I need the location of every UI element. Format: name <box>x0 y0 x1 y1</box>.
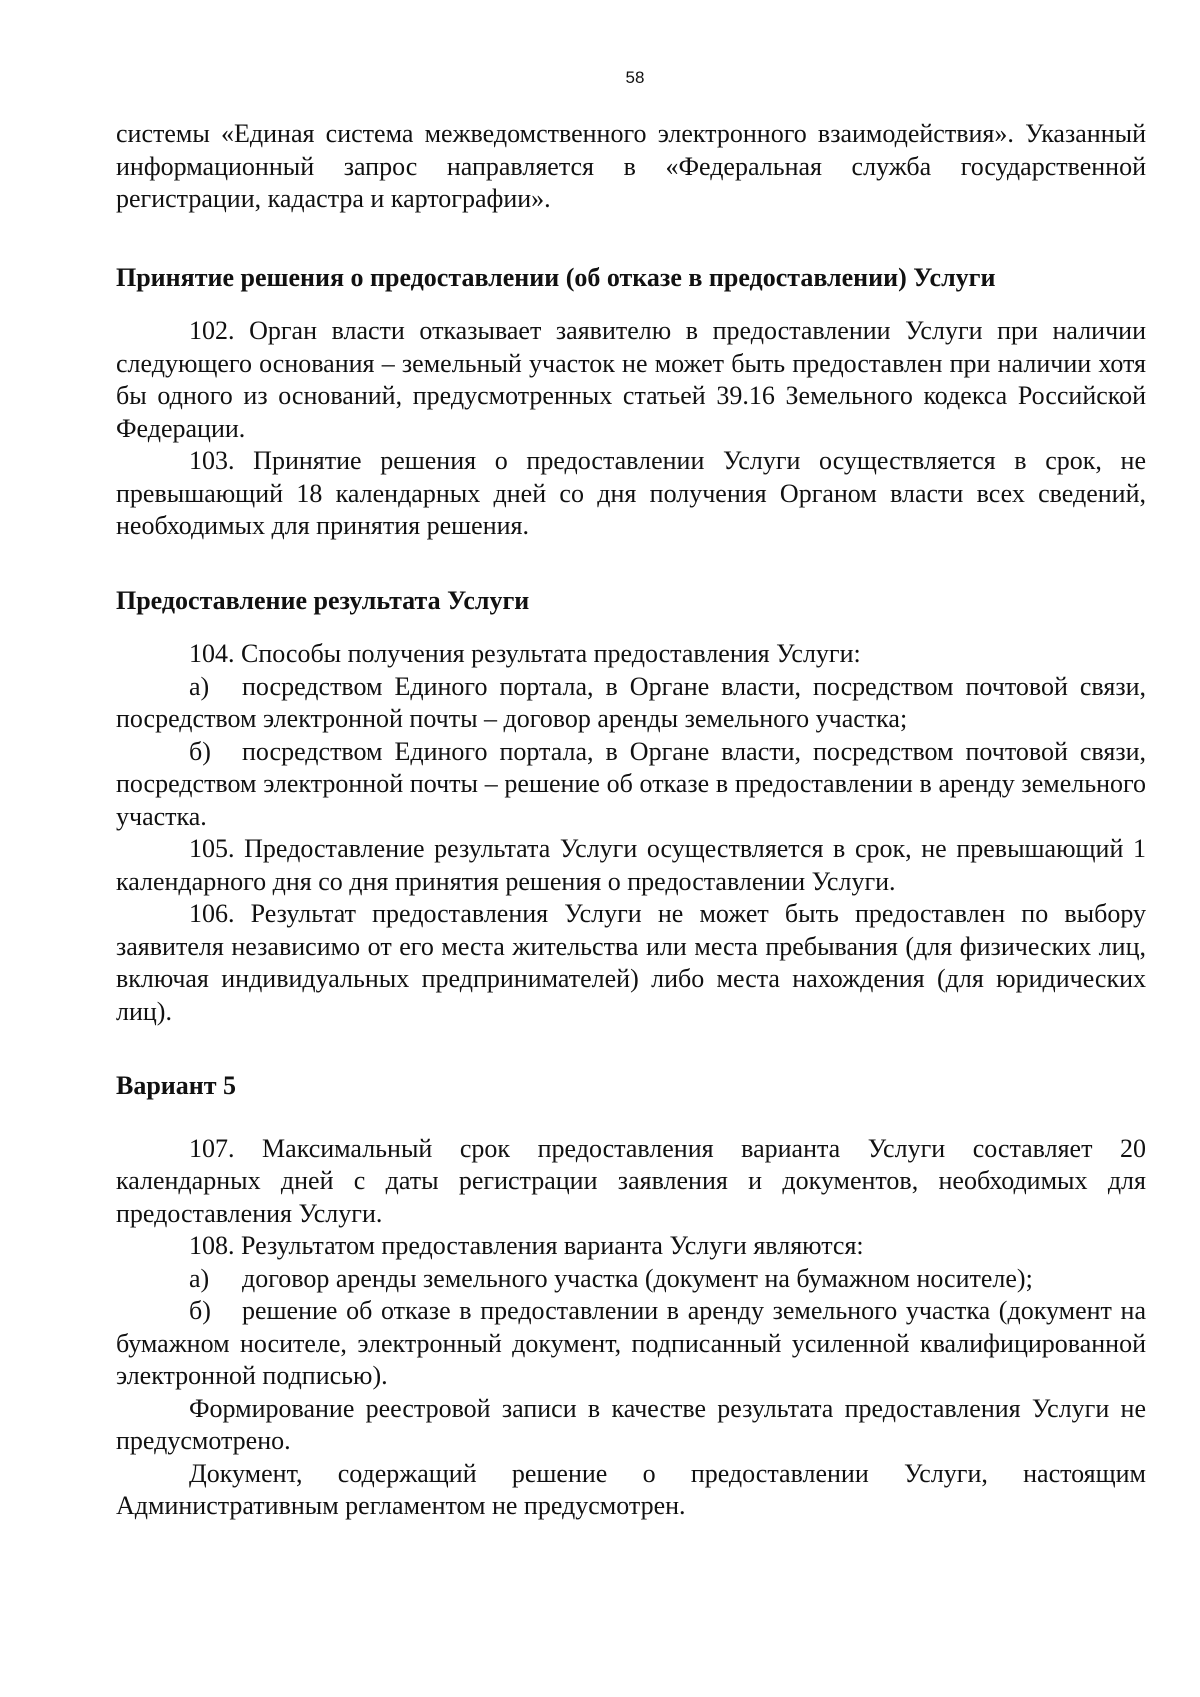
paragraph-107: 107. Максимальный срок предоставления варианта Услуги составляет 20 календарных дней с даты регистрации заявления и документов, необходимых для предоставления Услуги. <box>116 1133 1146 1228</box>
list-item-a <box>116 671 1146 736</box>
paragraph-104: 104. Способы получения результата предоставления Услуги: <box>189 639 861 668</box>
list-item-a <box>116 1263 1146 1296</box>
paragraph-decision-document: Документ, содержащий решение о предоставлении Услуги, настоящим Административным регламентом не предусмотрен. <box>116 1458 1146 1520</box>
paragraph-registry-record: Формирование реестровой записи в качестве результата предоставления Услуги не предусмотрено. <box>116 1393 1146 1455</box>
page-number: 58 <box>625 68 645 87</box>
list-marker: а) <box>189 1263 210 1293</box>
list-item-text: посредством Единого портала, в Органе власти, посредством почтовой связи, посредством электронной почты – решение об отказе в предоставлении в аренду земельного участка. <box>116 736 1146 831</box>
list-marker: а) <box>189 671 210 701</box>
paragraph-108: 108. Результатом предоставления варианта Услуги являются: <box>189 1231 864 1260</box>
document-body <box>116 118 1146 1523</box>
list-item-text: посредством Единого портала, в Органе власти, посредством почтовой связи, посредством электронной почты – договор аренды земельного участка; <box>116 671 1146 733</box>
paragraph-105: 105. Предоставление результата Услуги осуществляется в срок, не превышающий 1 календарного дня со дня принятия решения о предоставлении Услуги. <box>116 834 1146 896</box>
section-heading-decision: Принятие решения о предоставлении (об отказе в предоставлении) Услуги <box>116 262 996 292</box>
list-item-b <box>116 736 1146 834</box>
list-item-text: решение об отказе в предоставлении в аренду земельного участка (документ на бумажном носителе, электронный документ, подписанный усиленной квалифицированной электронной подписью). <box>116 1296 1146 1390</box>
paragraph-106: 106. Результат предоставления Услуги не может быть предоставлен по выбору заявителя независимо от его места жительства или места пребывания (для физических лиц, включая индивидуальных предпринимателей) либо места нахождения (для юридических лиц). <box>116 899 1146 1026</box>
section-heading-result: Предоставление результата Услуги <box>116 585 530 615</box>
paragraph-103: 103. Принятие решения о предоставлении Услуги осуществляется в срок, не превышающий 18 календарных дней со дня получения Органом власти всех сведений, необходимых для принятия решения. <box>116 446 1146 540</box>
list-marker: б) <box>189 736 211 766</box>
paragraph-102: 102. Орган власти отказывает заявителю в предоставлении Услуги при наличии следующего основания – земельный участок не может быть предоставлен при наличии хотя бы одного из оснований, предусмотренных статьей 39.16 Земельного кодекса Российской Федерации. <box>116 316 1146 443</box>
list-marker: б) <box>189 1296 211 1325</box>
list-item-b <box>116 1295 1146 1393</box>
section-heading-variant-5: Вариант 5 <box>116 1071 237 1100</box>
list-item-text: договор аренды земельного участка (документ на бумажном носителе); <box>242 1263 1033 1293</box>
intro-paragraph: системы «Единая система межведомственного электронного взаимодействия». Указанный информационный запрос направляется в «Федеральная служба государственной регистрации, кадастра и картографии». <box>116 119 1146 213</box>
